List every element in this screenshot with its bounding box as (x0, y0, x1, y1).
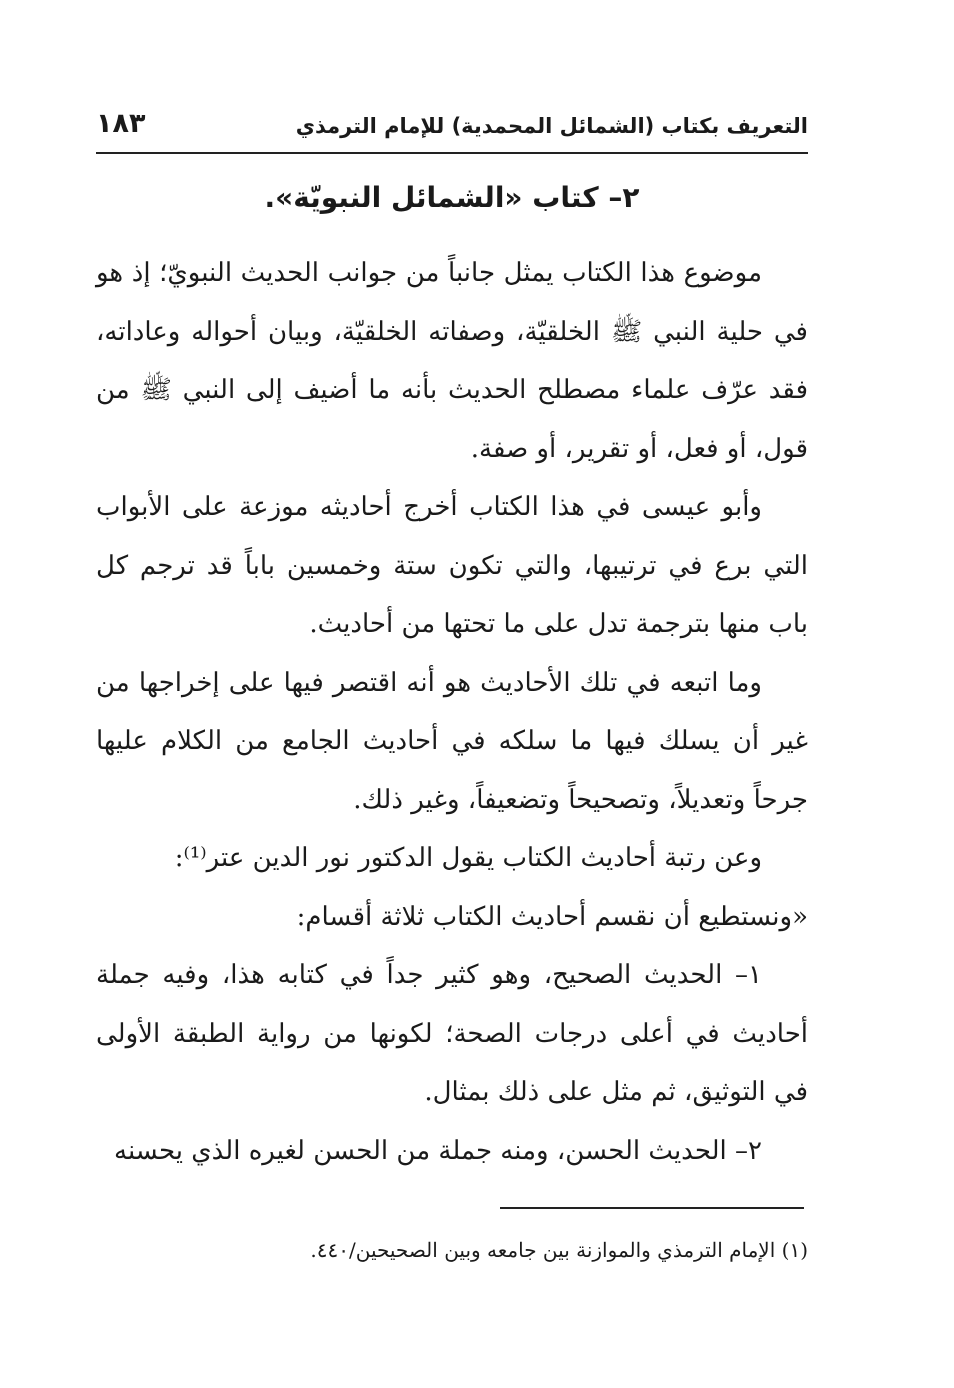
paragraph-sahih: ١– الحديث الصحيح، وهو كثير جداً في كتابه هذا، وفيه جملة أحاديث في أعلى درجات الصحة؛ لكونها من رواية الطبقة الأولى في التوثيق، ثم مثل على ذلك بمثال. (96, 960, 808, 1107)
paragraph-hadith-rank: وعن رتبة أحاديث الكتاب يقول الدكتور نور الدين عتر⁽¹⁾: (174, 843, 762, 873)
running-header-title: التعريف بكتاب (الشمائل المحمدية) للإمام الترمذي (295, 114, 808, 138)
page-number: ١٨٣ (96, 108, 146, 139)
footnote: (١) الإمام الترمذي والموازنة بين جامعه وبين الصحيحين/٤٤٠. (310, 1238, 808, 1262)
paragraph-hasan: ٢– الحديث الحسن، ومنه جملة من الحسن لغيره الذي يحسنه (114, 1135, 762, 1166)
paragraph-method: وما اتبعه في تلك الأحاديث هو أنه اقتصر فيها على إخراجها من غير أن يسلك فيها ما سلكه في أحاديث الجامع من الكلام عليها جرحاً وتعديلاً، وتصحيحاً وتضعيفاً، وغير ذلك. (96, 667, 808, 815)
paragraph-topic: موضوع هذا الكتاب يمثل جانباً من جوانب الحديث النبويّ؛ إذ هو في حلية النبي ﷺ الخلقيّة، وصفاته الخلقيّة، وبيان أحواله وعاداته، فقد عرّف علماء مصطلح الحديث بأنه ما أضيف إلى النبي ﷺ من قول، أو فعل، أو تقرير، أو صفة. (96, 258, 808, 464)
body-text (96, 244, 808, 1180)
paragraph-arrangement: وأبو عيسى في هذا الكتاب أخرج أحاديثه موزعة على الأبواب التي برع في ترتيبها، والتي تكون ستة وخمسين باباً قد ترجم كل باب منها بترجمة تدل على ما تحتها من أحاديث. (96, 492, 808, 639)
footnote-rule (500, 1207, 804, 1209)
paragraph-quote-intro: «ونستطيع أن نقسم أحاديث الكتاب ثلاثة أقسام: (296, 901, 808, 932)
section-heading: ٢– كتاب «الشمائل النبويّة». (264, 181, 640, 214)
header-rule (96, 152, 808, 154)
running-header (96, 104, 808, 152)
